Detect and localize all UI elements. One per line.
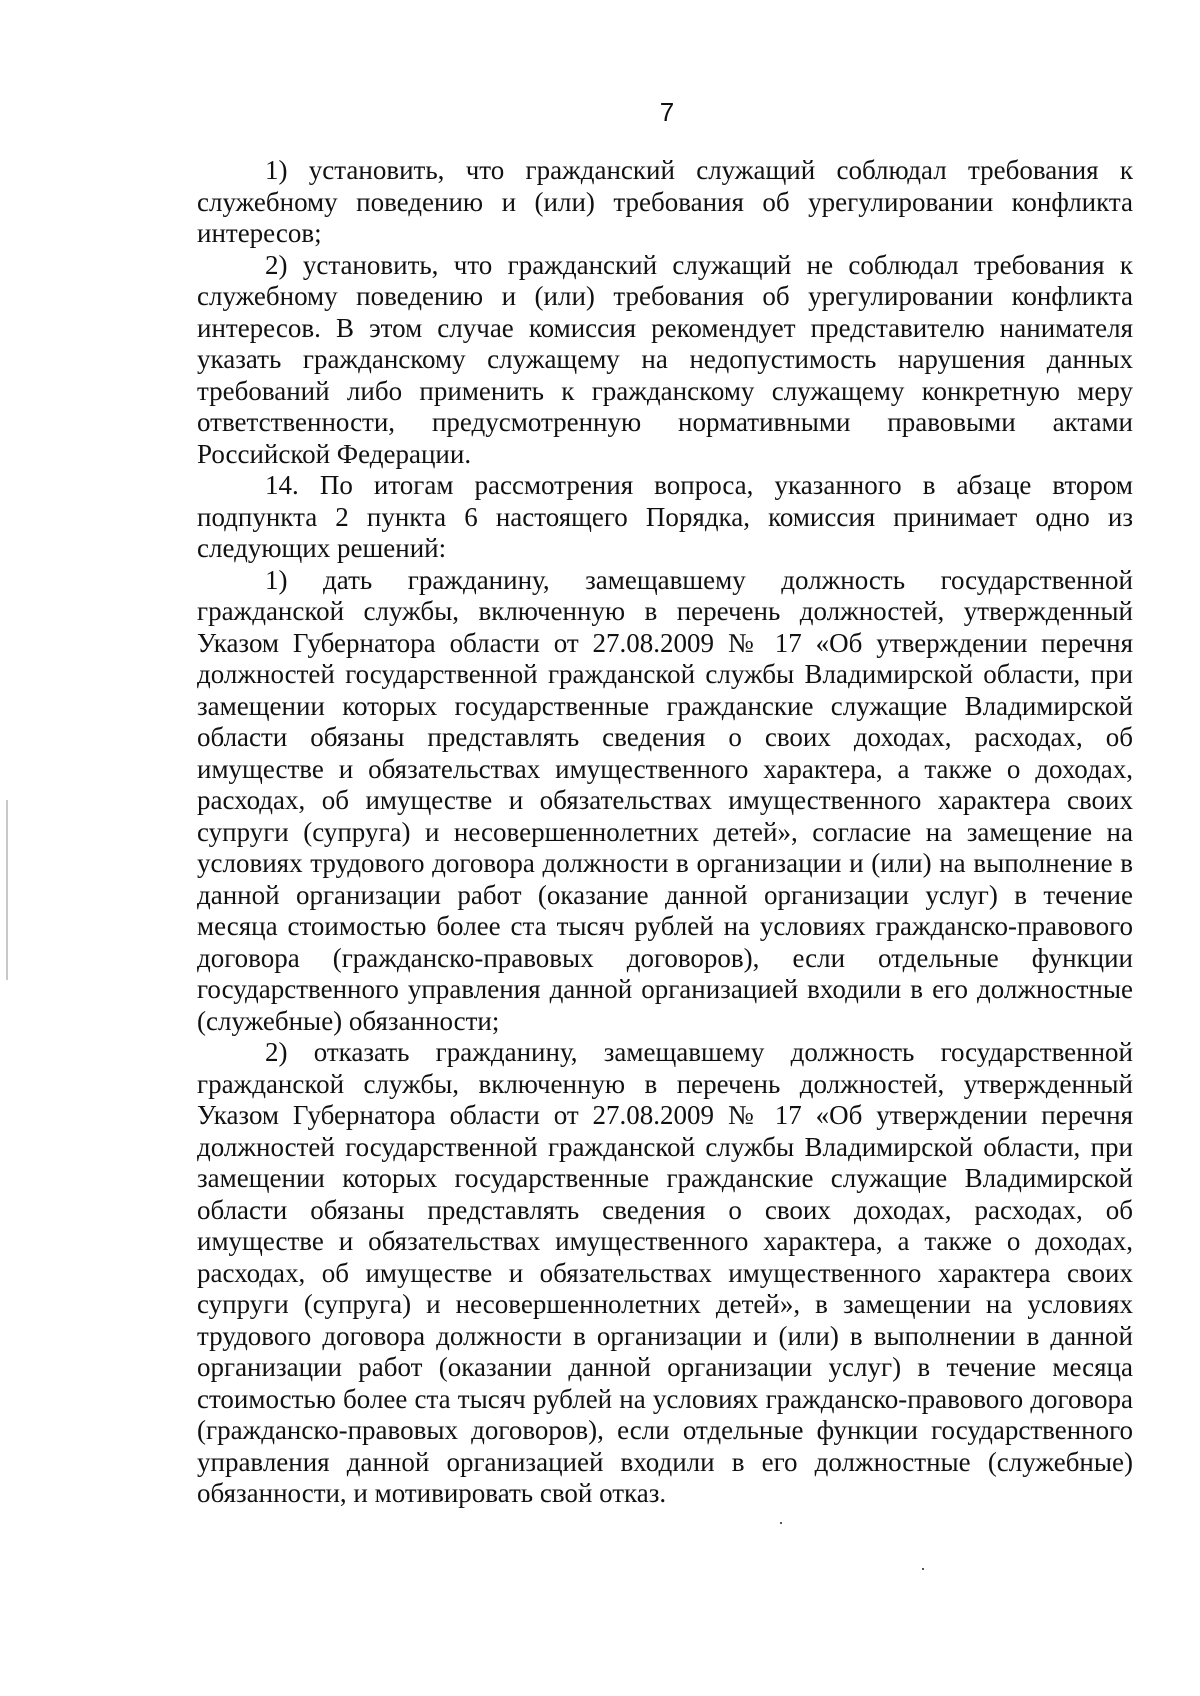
paragraph-item-2-set-noncompliance: 2) установить, что гражданский служащий не соблюдал требования к служебному поведению и (или) требования об урегулировании конфликта интересов. В этом случае комиссия рекомендует представителю нанимателя указать гражданскому служащему на недопустимость нарушения данных требований либо применить к гражданскому служащему конкретную меру ответственности, предусмотренную нормативными правовыми актами Российской Федерации. (197, 249, 1133, 469)
page-number: 7 (659, 97, 675, 127)
paragraph-item-1-set-compliance: 1) установить, что гражданский служащий соблюдал требования к служебному поведению и (или) требования об урегулировании конфликта интересов; (197, 155, 1133, 248)
paragraph-decision-refusal: 2) отказать гражданину, замещавшему должность государственной гражданской службы, включенную в перечень должностей, утвержденный Указом Губернатора области от 27.08.2009 № 17 «Об утверждении перечня должностей государственной гражданской службы Владимирской области, при замещении которых государственные гражданские служащие Владимирской области обязаны представлять сведения о своих доходах, расходах, об имуществе и обязательствах имущественного характера, а также о доходах, расходах, об имуществе и обязательствах имущественного характера своих супруги (супруга) и несовершеннолетних детей», в замещении на условиях трудового договора должности в организации и (или) в выполнении в данной организации работ (оказании данной организации услуг) в течение месяца стоимостью более ста тысяч рублей на условиях гражданско-правового договора (гражданско-правовых договоров), если отдельные функции государственного управления данной организацией входили в его должностные (служебные) обязанности, и мотивировать свой отказ. (197, 1037, 1133, 1508)
paragraph-clause-14: 14. По итогам рассмотрения вопроса, указанного в абзаце втором подпункта 2 пункта 6 настоящего Порядка, комиссия принимает одно из следующих решений: (197, 470, 1133, 563)
scan-speck (780, 1522, 782, 1524)
paragraph-decision-consent: 1) дать гражданину, замещавшему должность государственной гражданской службы, включенную в перечень должностей, утвержденный Указом Губернатора области от 27.08.2009 № 17 «Об утверждении перечня должностей государственной гражданской службы Владимирской области, при замещении которых государственные гражданские служащие Владимирской области обязаны представлять сведения о своих доходах, расходах, об имуществе и обязательствах имущественного характера, а также о доходах, расходах, об имуществе и обязательствах имущественного характера своих супруги (супруга) и несовершеннолетних детей», согласие на замещение на условиях трудового договора должности в организации и (или) на выполнение в данной организации работ (оказание данной организации услуг) в течение месяца стоимостью более ста тысяч рублей на условиях гражданско-правового договора (гражданско-правовых договоров), если отдельные функции государственного управления данной организацией входили в его должностные (служебные) обязанности; (197, 564, 1133, 1036)
scan-edge-mark (6, 800, 8, 980)
scan-speck (922, 1568, 924, 1570)
document-body (197, 155, 1133, 1510)
